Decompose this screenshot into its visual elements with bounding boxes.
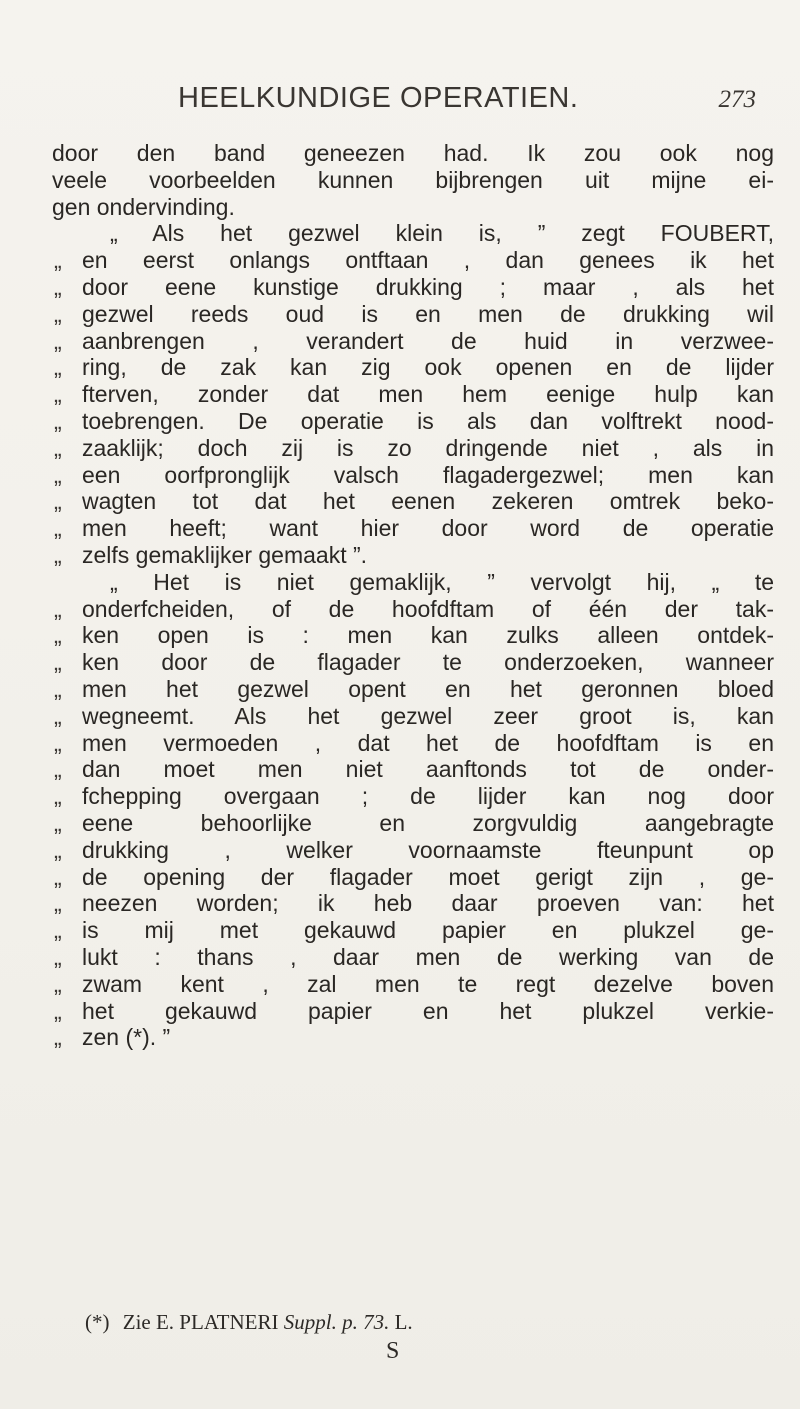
text-line <box>52 354 774 381</box>
line-text: neezen worden; ik heb daar proeven van: het <box>82 890 774 917</box>
line-text: toebrengen. De operatie is als dan volftrekt nood- <box>82 407 774 434</box>
quote-mark: „ <box>54 649 62 676</box>
line-text: men vermoeden , dat het de hoofdftam is en <box>82 729 774 756</box>
line-text: wegneemt. Als het gezwel zeer groot is, kan <box>82 702 774 729</box>
line-text: zaaklijk; doch zij is zo dringende niet , als in <box>82 434 774 461</box>
text-line <box>52 917 774 944</box>
text-line <box>52 220 774 247</box>
text-line <box>52 274 774 301</box>
text-line <box>52 810 774 837</box>
text-line <box>52 301 774 328</box>
footnote-marker: (*) <box>85 1310 110 1334</box>
line-text: fchepping overgaan ; de lijder kan nog door <box>82 783 774 810</box>
text-line <box>52 649 774 676</box>
page-header <box>88 82 768 122</box>
text-line <box>52 676 774 703</box>
line-text: gen ondervinding. <box>52 193 235 220</box>
footnote <box>85 1310 413 1335</box>
quote-mark: „ <box>54 917 62 944</box>
line-text: lukt : thans , daar men de werking van de <box>82 943 774 970</box>
text-line <box>52 140 774 167</box>
text-line <box>52 998 774 1025</box>
line-text: onderfcheiden, of de hoofdftam of één der tak- <box>82 595 774 622</box>
text-line <box>52 435 774 462</box>
text-line <box>52 783 774 810</box>
quote-mark: „ <box>54 809 62 836</box>
line-text: door eene kunstige drukking ; maar , als het <box>82 273 774 300</box>
quote-mark: „ <box>54 541 62 568</box>
text-line <box>52 596 774 623</box>
quote-mark: „ <box>54 729 62 756</box>
text-line <box>52 542 774 569</box>
quote-mark: „ <box>54 434 62 461</box>
text-line <box>52 890 774 917</box>
quote-mark: „ <box>54 300 62 327</box>
line-text: zen (*). ” <box>82 1024 171 1051</box>
body-text <box>52 140 774 1051</box>
quote-mark: „ <box>54 515 62 542</box>
line-text: wagten tot dat het eenen zekeren omtrek beko- <box>82 488 774 515</box>
footnote-reference-italic: Suppl. p. 73. <box>283 1310 390 1334</box>
quote-mark: „ <box>54 354 62 381</box>
quote-mark: „ <box>54 622 62 649</box>
line-text: een oorfpronglijk valsch flagadergezwel; men kan <box>82 461 774 488</box>
footnote-reference: Zie E. PLATNERI <box>122 1310 279 1334</box>
quote-mark: „ <box>54 783 62 810</box>
line-text: fterven, zonder dat men hem eenige hulp kan <box>82 381 774 408</box>
line-text: het gekauwd papier en het plukzel verkie- <box>82 997 774 1024</box>
text-line <box>52 247 774 274</box>
line-text: door den band geneezen had. Ik zou ook nog <box>52 140 774 166</box>
line-text: „ Als het gezwel klein is, ” zegt FOUBERT, <box>110 220 774 247</box>
line-text: en eerst onlangs ontftaan , dan genees ik het <box>82 247 774 274</box>
text-line <box>52 756 774 783</box>
quote-mark: „ <box>54 595 62 622</box>
text-line <box>52 194 774 221</box>
signature-mark: S <box>386 1338 400 1364</box>
line-text: zwam kent , zal men te regt dezelve boven <box>82 970 774 997</box>
text-line <box>52 944 774 971</box>
text-line <box>52 462 774 489</box>
quote-mark: „ <box>54 461 62 488</box>
quote-mark: „ <box>54 407 62 434</box>
line-text: eene behoorlijke en zorgvuldig aangebragte <box>82 809 774 836</box>
quote-mark: „ <box>54 273 62 300</box>
line-text: ken open is : men kan zulks alleen ontdek- <box>82 622 774 649</box>
text-line <box>52 837 774 864</box>
text-line <box>52 864 774 891</box>
line-text: men heeft; want hier door word de operatie <box>82 515 774 542</box>
text-line <box>52 488 774 515</box>
quote-mark: „ <box>54 702 62 729</box>
line-text: drukking , welker voornaamste fteunpunt op <box>82 836 774 863</box>
line-text: is mij met gekauwd papier en plukzel ge- <box>82 917 774 944</box>
quote-mark: „ <box>54 863 62 890</box>
running-head: HEELKUNDIGE OPERATIEN. <box>178 82 579 114</box>
quote-mark: „ <box>54 890 62 917</box>
text-line <box>52 569 774 596</box>
quote-mark: „ <box>54 1024 62 1051</box>
text-line <box>52 381 774 408</box>
text-line <box>52 167 774 194</box>
text-line <box>52 328 774 355</box>
quote-mark: „ <box>54 943 62 970</box>
text-line <box>52 730 774 757</box>
line-text: de opening der flagader moet gerigt zijn , ge- <box>82 863 774 890</box>
line-text: „ Het is niet gemaklijk, ” vervolgt hij, „ te <box>110 568 774 595</box>
quote-mark: „ <box>54 970 62 997</box>
text-line <box>52 408 774 435</box>
page-number: 273 <box>718 86 756 113</box>
text-line <box>52 971 774 998</box>
quote-mark: „ <box>54 756 62 783</box>
text-line <box>52 703 774 730</box>
line-text: aanbrengen , verandert de huid in verzwee- <box>82 327 774 354</box>
line-text: men het gezwel opent en het geronnen bloed <box>82 675 774 702</box>
line-text: zelfs gemaklijker gemaakt ”. <box>82 541 368 568</box>
text-line <box>52 1024 774 1051</box>
quote-mark: „ <box>54 488 62 515</box>
quote-mark: „ <box>54 381 62 408</box>
line-text: veele voorbeelden kunnen bijbrengen uit mijne ei- <box>52 166 774 193</box>
line-text: ken door de flagader te onderzoeken, wanneer <box>82 649 774 676</box>
footnote-reference-suffix: L. <box>394 1310 413 1334</box>
line-text: dan moet men niet aanftonds tot de onder- <box>82 756 774 783</box>
quote-mark: „ <box>54 327 62 354</box>
quote-mark: „ <box>54 836 62 863</box>
quote-mark: „ <box>54 997 62 1024</box>
quote-mark: „ <box>54 675 62 702</box>
quote-mark: „ <box>54 247 62 274</box>
text-line <box>52 622 774 649</box>
line-text: ring, de zak kan zig ook openen en de lijder <box>82 354 774 381</box>
line-text: gezwel reeds oud is en men de drukking wil <box>82 300 774 327</box>
text-line <box>52 515 774 542</box>
